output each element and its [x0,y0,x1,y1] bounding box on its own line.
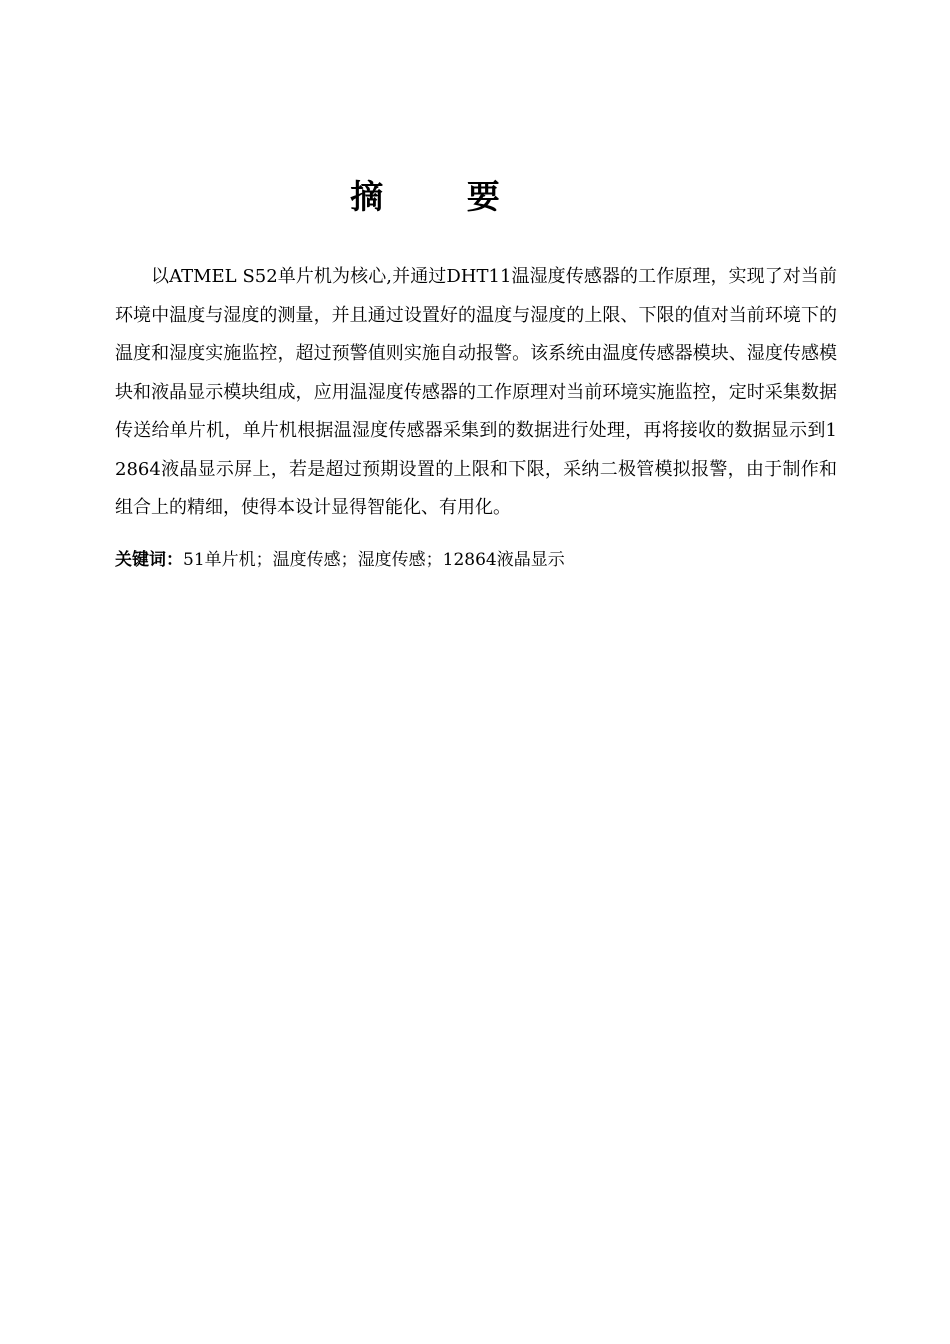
abstract-title: 摘 要 [350,177,536,216]
abstract-paragraph: 以ATMEL S52单片机为核心,并通过DHT11温湿度传感器的工作原理，实现了对当前环境中温度与湿度的测量，并且通过设置好的温度与湿度的上限、下限的值对当前环境下的温度和湿度实施监控，超过预警值则实施自动报警。该系统由温度传感器模块、湿度传感模块和液晶显示模块组成，应用温湿度传感器的工作原理对当前环境实施监控，定时采集数据传送给单片机，单片机根据温湿度传感器采集到的数据进行处理，再将接收的数据显示到12864液晶显示屏上，若是超过预期设置的上限和下限，采纳二极管模拟报警，由于制作和组合上的精细，使得本设计显得智能化、有用化。 [115,266,837,518]
abstract-body [115,258,837,528]
keywords-label: 关键词： [115,550,183,570]
keywords-line [115,546,837,574]
keywords-text: 51单片机；温度传感；湿度传感；12864液晶显示 [183,550,565,570]
